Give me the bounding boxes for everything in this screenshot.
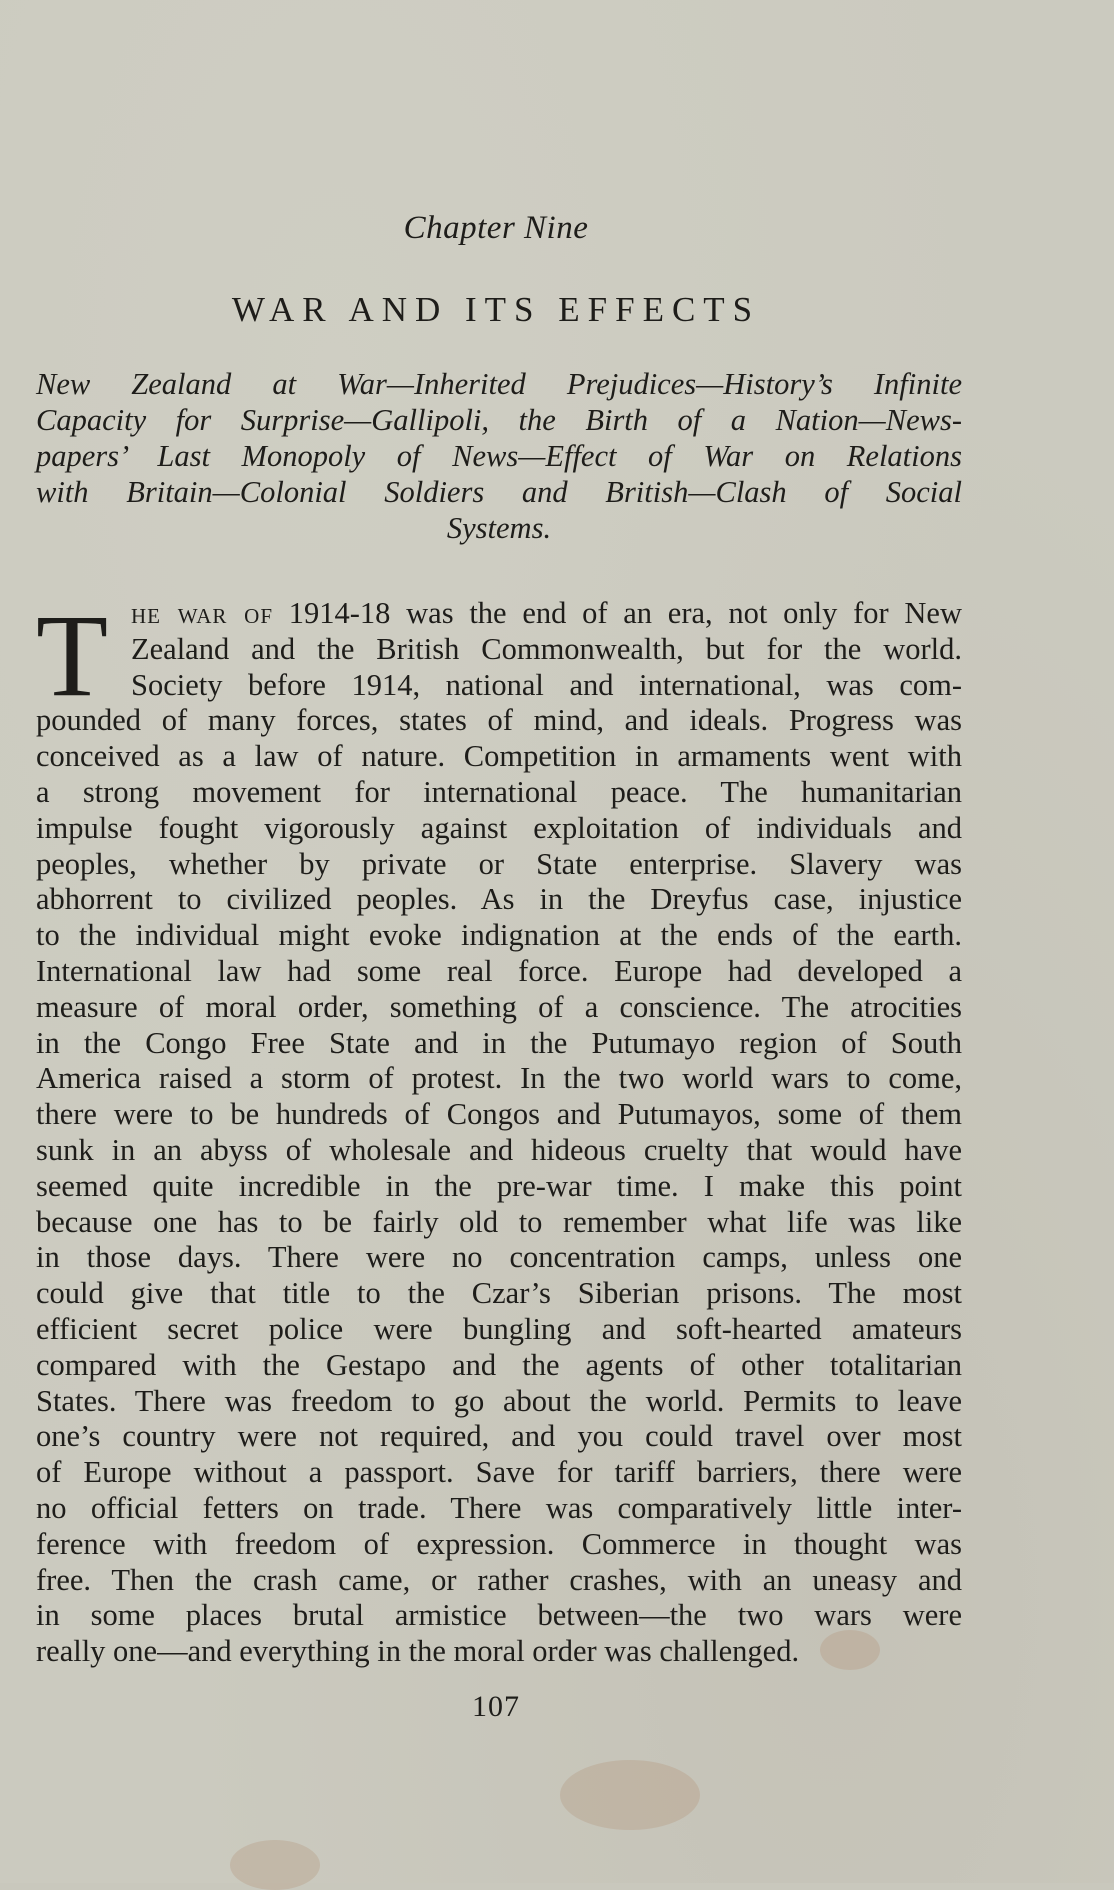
body-line: compared with the Gestapo and the agents of other totalitarian bbox=[36, 1347, 962, 1382]
paper-stain bbox=[560, 1760, 700, 1830]
synopsis-line: Capacity for Surprise—Gallipoli, the Birth of a Nation—News- bbox=[36, 403, 962, 437]
chapter-title: WAR AND ITS EFFECTS bbox=[231, 290, 761, 329]
body-line: sunk in an abyss of wholesale and hideous cruelty that would have bbox=[36, 1132, 962, 1167]
drop-cap: T bbox=[36, 590, 109, 721]
opening-smallcaps: he war of bbox=[131, 596, 273, 630]
body-line: conceived as a law of nature. Competition in armaments went with bbox=[36, 739, 962, 774]
page-number: 107 bbox=[472, 1690, 520, 1723]
body-line: Society before 1914, national and international, was com- bbox=[131, 667, 962, 702]
body-line: free. Then the crash came, or rather crashes, with an uneasy and bbox=[36, 1562, 962, 1597]
body-line: no official fetters on trade. There was comparatively little inter- bbox=[36, 1490, 962, 1525]
body-line: there were to be hundreds of Congos and Putumayos, some of them bbox=[36, 1097, 962, 1132]
body-line: of Europe without a passport. Save for tariff barriers, there were bbox=[36, 1455, 962, 1490]
body-line: really one—and everything in the moral order was challenged. bbox=[36, 1634, 800, 1669]
body-line: America raised a storm of protest. In the two world wars to come, bbox=[36, 1061, 962, 1096]
body-line: could give that title to the Czar’s Siberian prisons. The most bbox=[36, 1276, 962, 1311]
body-line: impulse fought vigorously against exploitation of individuals and bbox=[36, 810, 962, 845]
body-line: in some places brutal armistice between—the two wars were bbox=[36, 1598, 962, 1633]
body-line: one’s country were not required, and you could travel over most bbox=[36, 1419, 962, 1454]
body-line: International law had some real force. Europe had developed a bbox=[36, 953, 962, 988]
body-paragraph bbox=[36, 590, 962, 1670]
chapter-synopsis bbox=[36, 366, 962, 546]
synopsis-line: Systems. bbox=[446, 511, 552, 545]
opening-rest: 1914-18 was the end of an era, not only for New bbox=[273, 596, 962, 630]
body-line: seemed quite incredible in the pre-war time. I make this point bbox=[36, 1168, 962, 1203]
body-line: efficient secret police were bungling and soft-hearted amateurs bbox=[36, 1311, 962, 1346]
body-line: States. There was freedom to go about the world. Permits to leave bbox=[36, 1383, 962, 1418]
body-line: Zealand and the British Commonwealth, but for the world. bbox=[131, 631, 962, 666]
body-line-first bbox=[36, 596, 962, 632]
synopsis-line: New Zealand at War—Inherited Prejudices—History’s Infinite bbox=[36, 367, 962, 401]
body-line: in the Congo Free State and in the Putumayo region of South bbox=[36, 1025, 962, 1060]
synopsis-line: papers’ Last Monopoly of News—Effect of War on Relations bbox=[36, 439, 962, 473]
body-line: abhorrent to civilized peoples. As in the Dreyfus case, injustice bbox=[36, 882, 962, 917]
chapter-label: Chapter Nine bbox=[403, 210, 589, 246]
body-line: because one has to be fairly old to remember what life was like bbox=[36, 1204, 962, 1239]
body-line: a strong movement for international peace. The humanitarian bbox=[36, 774, 962, 809]
body-line: ference with freedom of expression. Commerce in thought was bbox=[36, 1526, 962, 1561]
body-line: in those days. There were no concentration camps, unless one bbox=[36, 1240, 962, 1275]
body-line: peoples, whether by private or State enterprise. Slavery was bbox=[36, 846, 962, 881]
body-line: to the individual might evoke indignation at the ends of the earth. bbox=[36, 918, 962, 953]
body-line: measure of moral order, something of a conscience. The atrocities bbox=[36, 989, 962, 1024]
body-line: pounded of many forces, states of mind, and ideals. Progress was bbox=[36, 703, 962, 738]
synopsis-line: with Britain—Colonial Soldiers and British—Clash of Social bbox=[36, 475, 962, 509]
